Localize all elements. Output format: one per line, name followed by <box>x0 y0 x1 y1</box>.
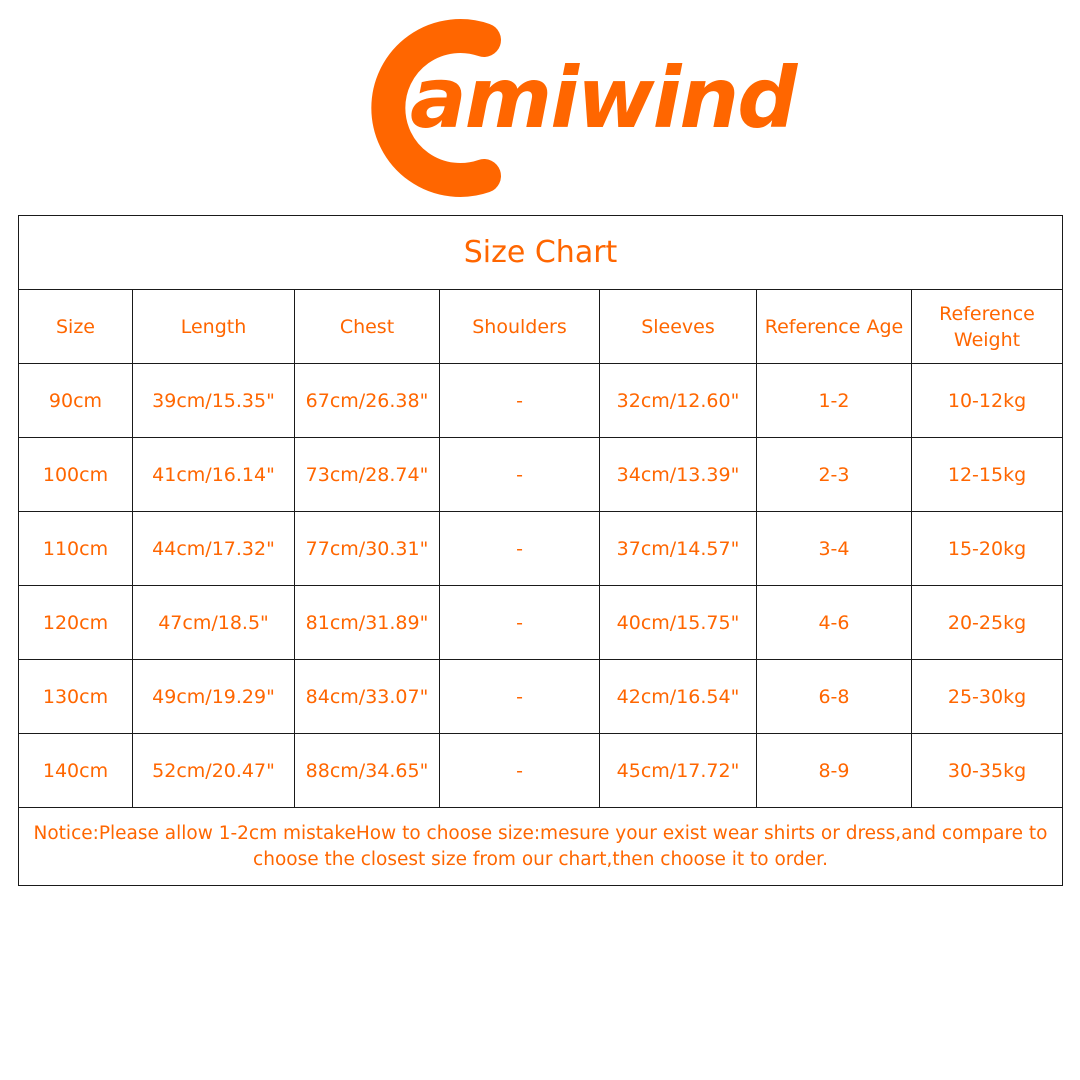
table-cell: 15-20kg <box>912 512 1063 586</box>
table-cell: 25-30kg <box>912 660 1063 734</box>
table-row <box>19 660 1063 734</box>
brand-wordmark: amiwind <box>410 49 796 147</box>
table-cell: 1-2 <box>757 364 912 438</box>
notice-row <box>19 808 1063 886</box>
table-cell: 40cm/15.75" <box>600 586 757 660</box>
table-cell: 90cm <box>19 364 133 438</box>
table-cell: 20-25kg <box>912 586 1063 660</box>
table-cell: 12-15kg <box>912 438 1063 512</box>
table-cell: 45cm/17.72" <box>600 734 757 808</box>
table-cell: - <box>440 364 600 438</box>
table-cell: 32cm/12.60" <box>600 364 757 438</box>
table-cell: - <box>440 438 600 512</box>
table-cell: - <box>440 586 600 660</box>
table-cell: 140cm <box>19 734 133 808</box>
size-chart-table <box>18 215 1063 886</box>
table-cell: 30-35kg <box>912 734 1063 808</box>
brand-logo <box>350 18 796 198</box>
table-cell: 84cm/33.07" <box>295 660 440 734</box>
header-shoulders: Shoulders <box>440 290 600 364</box>
table-cell: 44cm/17.32" <box>133 512 295 586</box>
table-cell: 81cm/31.89" <box>295 586 440 660</box>
header-reference-age: Reference Age <box>757 290 912 364</box>
header-size: Size <box>19 290 133 364</box>
table-cell: 37cm/14.57" <box>600 512 757 586</box>
table-cell: 2-3 <box>757 438 912 512</box>
table-row <box>19 364 1063 438</box>
notice-text: Notice:Please allow 1-2cm mistakeHow to choose size:mesure your exist wear shirts or dress,and compare to choose the closest size from our chart,then choose it to order. <box>19 808 1063 886</box>
table-cell: 77cm/30.31" <box>295 512 440 586</box>
table-cell: 73cm/28.74" <box>295 438 440 512</box>
table-cell: 3-4 <box>757 512 912 586</box>
table-row <box>19 734 1063 808</box>
table-cell: 120cm <box>19 586 133 660</box>
table-cell: 4-6 <box>757 586 912 660</box>
table-cell: 41cm/16.14" <box>133 438 295 512</box>
table-cell: 10-12kg <box>912 364 1063 438</box>
table-cell: - <box>440 512 600 586</box>
table-cell: 100cm <box>19 438 133 512</box>
table-cell: - <box>440 660 600 734</box>
table-cell: 8-9 <box>757 734 912 808</box>
table-row <box>19 438 1063 512</box>
header-length: Length <box>133 290 295 364</box>
table-row <box>19 586 1063 660</box>
header-sleeves: Sleeves <box>600 290 757 364</box>
table-row <box>19 512 1063 586</box>
header-chest: Chest <box>295 290 440 364</box>
table-cell: 88cm/34.65" <box>295 734 440 808</box>
table-cell: 6-8 <box>757 660 912 734</box>
table-cell: - <box>440 734 600 808</box>
table-cell: 110cm <box>19 512 133 586</box>
table-cell: 67cm/26.38" <box>295 364 440 438</box>
header-row <box>19 290 1063 364</box>
table-cell: 39cm/15.35" <box>133 364 295 438</box>
table-cell: 42cm/16.54" <box>600 660 757 734</box>
table-cell: 130cm <box>19 660 133 734</box>
chart-title: Size Chart <box>19 216 1063 290</box>
table-cell: 52cm/20.47" <box>133 734 295 808</box>
table-cell: 49cm/19.29" <box>133 660 295 734</box>
table-cell: 47cm/18.5" <box>133 586 295 660</box>
header-reference-weight: Reference Weight <box>912 290 1063 364</box>
table-cell: 34cm/13.39" <box>600 438 757 512</box>
